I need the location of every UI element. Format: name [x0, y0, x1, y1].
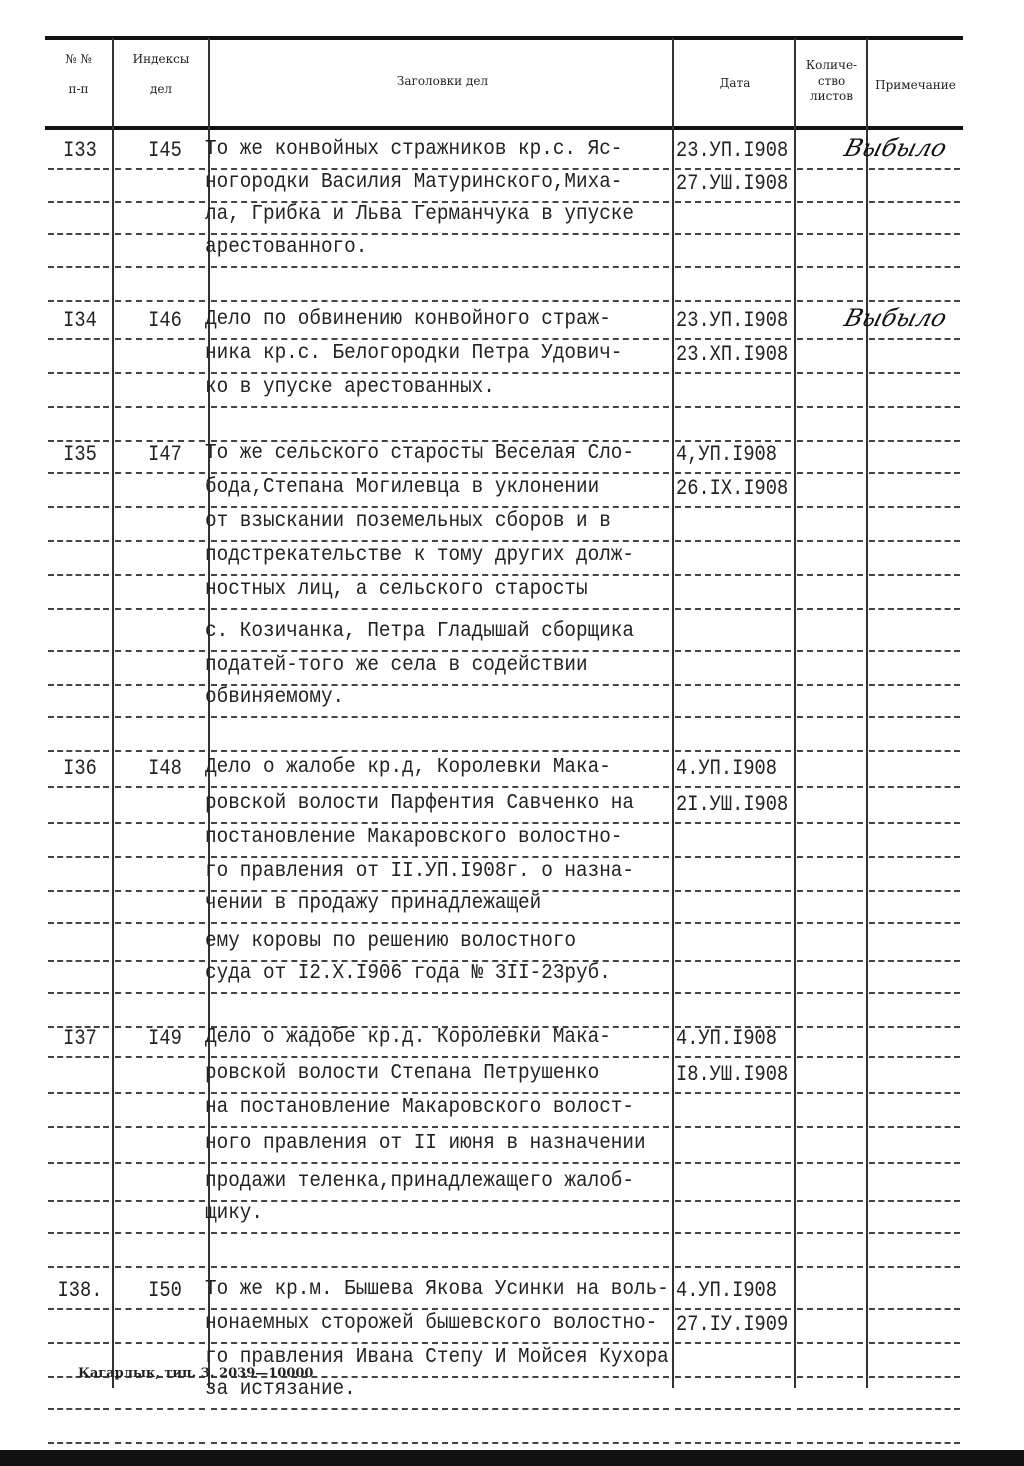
- ruled-line: [869, 608, 960, 611]
- ruled-line: [675, 372, 791, 375]
- entry-date: 4.УП.I908: [676, 1278, 778, 1303]
- entry-number: I38.: [57, 1278, 103, 1303]
- ruled-line: [115, 822, 205, 825]
- ruled-line: [675, 1308, 791, 1311]
- ruled-line: [48, 1442, 109, 1445]
- ruled-line: [797, 1126, 863, 1129]
- ruled-line: [115, 574, 205, 577]
- ruled-line: [48, 960, 109, 963]
- ruled-line: [211, 506, 669, 509]
- header-number-l1: № №: [65, 52, 92, 66]
- ruled-line: [48, 608, 109, 611]
- ruled-line: [797, 716, 863, 719]
- header-number: [45, 50, 112, 98]
- ruled-line: [869, 1056, 960, 1059]
- ruled-line: [115, 233, 205, 236]
- ruled-line: [115, 992, 205, 995]
- ruled-line: [869, 1162, 960, 1165]
- ruled-line: [675, 1056, 791, 1059]
- entry-title-line: продажи теленка,принадлежащего жалоб-: [205, 1170, 634, 1193]
- ruled-line: [48, 300, 109, 303]
- ruled-line: [797, 684, 863, 687]
- entry-date: 4,УП.I908: [676, 442, 778, 467]
- ruled-line: [797, 201, 863, 204]
- ruled-line: [115, 1200, 205, 1203]
- ruled-line: [211, 1092, 669, 1095]
- ruled-line: [675, 992, 791, 995]
- ruled-line: [869, 650, 960, 653]
- ruled-line: [115, 716, 205, 719]
- ruled-line: [675, 266, 791, 269]
- ruled-line: [48, 372, 109, 375]
- ruled-line: [115, 540, 205, 543]
- header-count-l1: Количе-: [805, 58, 858, 72]
- entry-title-line: обвиняемому.: [205, 686, 345, 709]
- entry-title-line: То же кр.м. Бышева Якова Усинки на воль-: [205, 1278, 669, 1301]
- ruled-line: [675, 540, 791, 543]
- ruled-line: [869, 1266, 960, 1269]
- ruled-line: [797, 856, 863, 859]
- header-index: [112, 50, 210, 98]
- ruled-line: [869, 1376, 960, 1379]
- entry-title-line: ника кр.с. Белогородки Петра Удович-: [205, 342, 623, 365]
- ruled-line: [869, 440, 960, 443]
- ruled-line: [115, 406, 205, 409]
- ruled-line: [797, 608, 863, 611]
- ruled-line: [869, 1092, 960, 1095]
- entry-title-line: чении в продажу принадлежащей: [205, 892, 542, 915]
- ruled-line: [797, 960, 863, 963]
- ruled-line: [869, 472, 960, 475]
- entry-title-line: го правления Ивана Степу И Мойсея Кухора: [205, 1346, 669, 1369]
- header-notes: Примечание: [875, 78, 956, 92]
- ruled-line: [675, 233, 791, 236]
- ruled-line: [797, 300, 863, 303]
- ruled-line: [211, 1162, 669, 1165]
- ruled-line: [797, 233, 863, 236]
- ruled-line: [869, 574, 960, 577]
- entry-title-line: арестованного.: [205, 236, 368, 259]
- ruled-line: [675, 1408, 791, 1411]
- ruled-line: [797, 1442, 863, 1445]
- ruled-line: [115, 201, 205, 204]
- entry-title-line: подстрекательстве к тому других долж-: [205, 544, 634, 567]
- entry-title-line: Дело по обвинению конвойного страж-: [205, 308, 611, 331]
- ruled-line: [48, 922, 109, 925]
- entry-title-line: ко в упуске арестованных.: [205, 376, 495, 399]
- ruled-line: [869, 506, 960, 509]
- entry-date: 4.УП.I908: [676, 756, 778, 781]
- entry-index: I49: [148, 1026, 182, 1051]
- ruled-line: [211, 822, 669, 825]
- ruled-line: [797, 372, 863, 375]
- entry-title-line: на постановление Макаровского волост-: [205, 1096, 634, 1119]
- ruled-line: [211, 1308, 669, 1311]
- ruled-line: [797, 786, 863, 789]
- ruled-line: [797, 822, 863, 825]
- ruled-line: [797, 1376, 863, 1379]
- ruled-line: [211, 1232, 669, 1235]
- ruled-line: [211, 574, 669, 577]
- ruled-line: [211, 1342, 669, 1345]
- ruled-line: [115, 338, 205, 341]
- printer-imprint: Кагарлык, тип. З. 2039—10000: [78, 1366, 314, 1381]
- ruled-line: [115, 922, 205, 925]
- entry-date: 26.IX.I908: [676, 476, 789, 501]
- entry-note-handwritten: Выбыло: [841, 134, 950, 162]
- ruled-line: [869, 922, 960, 925]
- ruled-line: [797, 1026, 863, 1029]
- ruled-line: [115, 960, 205, 963]
- ruled-line: [869, 716, 960, 719]
- ruled-line: [869, 1126, 960, 1129]
- ruled-line: [869, 300, 960, 303]
- ruled-line: [675, 822, 791, 825]
- ruled-line: [48, 506, 109, 509]
- ruled-line: [115, 650, 205, 653]
- ruled-line: [675, 1126, 791, 1129]
- ruled-line: [675, 1266, 791, 1269]
- ruled-line: [675, 506, 791, 509]
- ruled-line: [675, 1092, 791, 1095]
- ruled-line: [675, 650, 791, 653]
- ruled-line: [48, 684, 109, 687]
- ruled-line: [211, 650, 669, 653]
- header-count-l3: листов: [810, 89, 853, 104]
- header-index-l2: дел: [149, 82, 173, 96]
- ruled-line: [675, 201, 791, 204]
- ruled-line: [869, 1026, 960, 1029]
- ruled-line: [797, 1408, 863, 1411]
- ruled-line: [675, 856, 791, 859]
- ruled-line: [797, 168, 863, 171]
- ruled-line: [48, 168, 109, 171]
- ruled-line: [48, 540, 109, 543]
- ruled-line: [211, 922, 669, 925]
- header-bottom-border: [45, 126, 963, 130]
- entry-title-line: Дело о жадобе кр.д. Королевки Мака-: [205, 1026, 611, 1049]
- ruled-line: [211, 1056, 669, 1059]
- ruled-line: [48, 201, 109, 204]
- entry-date: 4.УП.I908: [676, 1026, 778, 1051]
- ruled-line: [797, 440, 863, 443]
- header-count: [795, 58, 868, 105]
- ruled-line: [48, 716, 109, 719]
- ruled-line: [675, 1232, 791, 1235]
- ruled-line: [869, 266, 960, 269]
- entry-title-line: суда от I2.Х.I906 года № 3II-23руб.: [205, 962, 611, 985]
- ruled-line: [48, 338, 109, 341]
- entry-index: I46: [148, 308, 182, 333]
- entry-title-line: нонаемных сторожей бышевского волостно-: [205, 1312, 658, 1335]
- ruled-line: [211, 716, 669, 719]
- header-top-border: [45, 36, 963, 40]
- entry-title-line: ла, Грибка и Льва Германчука в упуске: [205, 203, 634, 226]
- ruled-line: [48, 1342, 109, 1345]
- entry-number: I35: [63, 442, 97, 467]
- ruled-line: [797, 750, 863, 753]
- entry-date: 27.IУ.I909: [676, 1312, 789, 1337]
- ruled-line: [869, 750, 960, 753]
- header-index-l1: Индексы: [132, 52, 190, 66]
- ruled-line: [869, 1200, 960, 1203]
- ruled-line: [675, 786, 791, 789]
- ruled-line: [797, 540, 863, 543]
- entry-index: I50: [148, 1278, 182, 1303]
- ruled-line: [797, 890, 863, 893]
- header-count-l2: ство: [817, 73, 846, 88]
- ruled-line: [48, 1126, 109, 1129]
- ruled-line: [869, 406, 960, 409]
- ruled-line: [211, 992, 669, 995]
- ruled-line: [675, 406, 791, 409]
- ruled-line: [211, 1200, 669, 1203]
- ruled-line: [869, 201, 960, 204]
- ruled-line: [797, 574, 863, 577]
- ruled-line: [797, 1308, 863, 1311]
- ruled-line: [797, 338, 863, 341]
- ruled-line: [48, 650, 109, 653]
- ruled-line: [869, 338, 960, 341]
- ruled-line: [797, 650, 863, 653]
- ruled-line: [675, 608, 791, 611]
- ruled-line: [797, 406, 863, 409]
- ruled-line: [115, 472, 205, 475]
- ruled-line: [797, 1266, 863, 1269]
- entry-number: I37: [63, 1026, 97, 1051]
- ruled-line: [115, 1408, 205, 1411]
- ruled-line: [675, 716, 791, 719]
- ruled-line: [797, 1342, 863, 1345]
- ruled-line: [869, 992, 960, 995]
- ruled-line: [115, 750, 205, 753]
- ruled-line: [115, 168, 205, 171]
- entry-title-line: ему коровы по решению волостного: [205, 930, 577, 953]
- ruled-line: [211, 856, 669, 859]
- entry-number: I36: [63, 756, 97, 781]
- ruled-line: [869, 540, 960, 543]
- ruled-line: [675, 1200, 791, 1203]
- ruled-line: [675, 890, 791, 893]
- ruled-line: [675, 922, 791, 925]
- ruled-line: [675, 300, 791, 303]
- entry-title-line: ровской волости Парфентия Савченко на: [205, 792, 634, 815]
- column-divider: [672, 38, 674, 1388]
- ruled-line: [869, 1442, 960, 1445]
- ruled-line: [869, 1408, 960, 1411]
- entry-title-line: ностных лиц, а сельского старосты: [205, 578, 588, 601]
- ruled-line: [797, 266, 863, 269]
- ruled-line: [115, 506, 205, 509]
- entry-date: 23.ХП.I908: [676, 342, 789, 367]
- entry-title-line: То же сельского старосты Веселая Сло-: [205, 442, 634, 465]
- ruled-line: [48, 406, 109, 409]
- scan-bottom-edge: [0, 1450, 1024, 1466]
- ruled-line: [869, 1342, 960, 1345]
- ruled-line: [869, 786, 960, 789]
- ruled-line: [48, 786, 109, 789]
- entry-index: I48: [148, 756, 182, 781]
- ruled-line: [48, 992, 109, 995]
- ruled-line: [211, 608, 669, 611]
- ruled-line: [211, 1126, 669, 1129]
- ruled-line: [211, 472, 669, 475]
- entry-title-line: щику.: [205, 1202, 263, 1225]
- ruled-line: [797, 1056, 863, 1059]
- ruled-line: [48, 233, 109, 236]
- ruled-line: [675, 1442, 791, 1445]
- entry-title-line: за истязание.: [205, 1378, 356, 1401]
- ruled-line: [115, 1162, 205, 1165]
- ruled-line: [115, 786, 205, 789]
- ruled-line: [115, 1442, 205, 1445]
- ruled-line: [869, 1232, 960, 1235]
- ruled-line: [869, 822, 960, 825]
- entry-title-line: го правления от II.УП.I908г. о назна-: [205, 860, 634, 883]
- entry-date: 2I.УШ.I908: [676, 792, 789, 817]
- header-date: Дата: [719, 76, 751, 90]
- ruled-line: [797, 472, 863, 475]
- ruled-line: [797, 992, 863, 995]
- ruled-line: [869, 372, 960, 375]
- entry-date: I8.УШ.I908: [676, 1062, 789, 1087]
- ruled-line: [797, 1232, 863, 1235]
- ruled-line: [48, 750, 109, 753]
- ruled-line: [48, 890, 109, 893]
- ruled-line: [869, 684, 960, 687]
- ruled-line: [211, 266, 669, 269]
- ruled-line: [48, 472, 109, 475]
- ruled-line: [48, 1092, 109, 1095]
- ruled-line: [675, 338, 791, 341]
- header-number-l2: п-п: [68, 82, 89, 96]
- ruled-line: [115, 266, 205, 269]
- ruled-line: [115, 300, 205, 303]
- ruled-line: [675, 1342, 791, 1345]
- ruled-line: [115, 1308, 205, 1311]
- ruled-line: [869, 960, 960, 963]
- column-divider: [866, 38, 868, 1388]
- ruled-line: [48, 1308, 109, 1311]
- ruled-line: [869, 233, 960, 236]
- entry-index: I45: [148, 138, 182, 163]
- ruled-line: [675, 1162, 791, 1165]
- ruled-line: [115, 1232, 205, 1235]
- ruled-line: [797, 506, 863, 509]
- ruled-line: [115, 684, 205, 687]
- entry-date: 27.УШ.I908: [676, 171, 789, 196]
- entry-title-line: Дело о жалобе кр.д, Королевки Мака-: [205, 756, 611, 779]
- ruled-line: [48, 1162, 109, 1165]
- entry-number: I33: [63, 138, 97, 163]
- ruled-line: [211, 750, 669, 753]
- entry-title-line: податей-того же села в содействии: [205, 654, 588, 677]
- entry-note-handwritten: Выбыло: [841, 304, 950, 332]
- ruled-line: [675, 1376, 791, 1379]
- header-title: Заголовки дел: [396, 74, 489, 88]
- entry-title-line: То же конвойных стражников кр.с. Яс-: [205, 138, 623, 161]
- entry-title-line: бода,Степана Могилевца в уклонении: [205, 476, 600, 499]
- ruled-line: [211, 406, 669, 409]
- ruled-line: [211, 540, 669, 543]
- ruled-line: [797, 1162, 863, 1165]
- ruled-line: [869, 168, 960, 171]
- column-divider: [794, 38, 796, 1388]
- ruled-line: [115, 1126, 205, 1129]
- ruled-line: [869, 890, 960, 893]
- ruled-line: [675, 750, 791, 753]
- entry-title-line: ногородки Василия Матуринского,Миха-: [205, 171, 623, 194]
- ruled-line: [675, 684, 791, 687]
- ruled-line: [869, 1308, 960, 1311]
- entry-title-line: от взыскании поземельных сборов и в: [205, 510, 611, 533]
- ruled-line: [115, 890, 205, 893]
- ruled-line: [48, 1266, 109, 1269]
- ruled-line: [115, 372, 205, 375]
- ruled-line: [115, 1092, 205, 1095]
- ruled-line: [48, 266, 109, 269]
- ruled-line: [797, 1200, 863, 1203]
- entry-title-line: с. Козичанка, Петра Гладышай сборщика: [205, 620, 634, 643]
- entry-title-line: постановление Макаровского волостно-: [205, 826, 623, 849]
- ruled-line: [211, 1442, 669, 1445]
- ruled-line: [675, 574, 791, 577]
- ruled-line: [675, 960, 791, 963]
- ruled-line: [797, 1092, 863, 1095]
- ruled-line: [211, 372, 669, 375]
- ruled-line: [115, 1266, 205, 1269]
- ruled-line: [211, 1266, 669, 1269]
- ruled-line: [48, 574, 109, 577]
- ruled-line: [797, 922, 863, 925]
- ruled-line: [48, 1200, 109, 1203]
- entry-date: 23.УП.I908: [676, 308, 789, 333]
- entry-index: I47: [148, 442, 182, 467]
- ruled-line: [211, 300, 669, 303]
- ruled-line: [675, 472, 791, 475]
- ruled-line: [115, 1342, 205, 1345]
- ruled-line: [211, 1408, 669, 1411]
- column-divider: [112, 38, 114, 1388]
- ruled-line: [48, 1408, 109, 1411]
- ruled-line: [211, 338, 669, 341]
- ruled-line: [48, 822, 109, 825]
- ruled-line: [48, 1232, 109, 1235]
- ruled-line: [48, 856, 109, 859]
- entry-title-line: ного правления от II июня в назначении: [205, 1132, 646, 1155]
- ruled-line: [211, 786, 669, 789]
- entry-number: I34: [63, 308, 97, 333]
- entry-date: 23.УП.I908: [676, 138, 789, 163]
- ruled-line: [869, 856, 960, 859]
- ruled-line: [115, 856, 205, 859]
- ruled-line: [48, 1056, 109, 1059]
- entry-title-line: ровской волости Степана Петрушенко: [205, 1062, 600, 1085]
- ruled-line: [115, 608, 205, 611]
- ruled-line: [115, 1056, 205, 1059]
